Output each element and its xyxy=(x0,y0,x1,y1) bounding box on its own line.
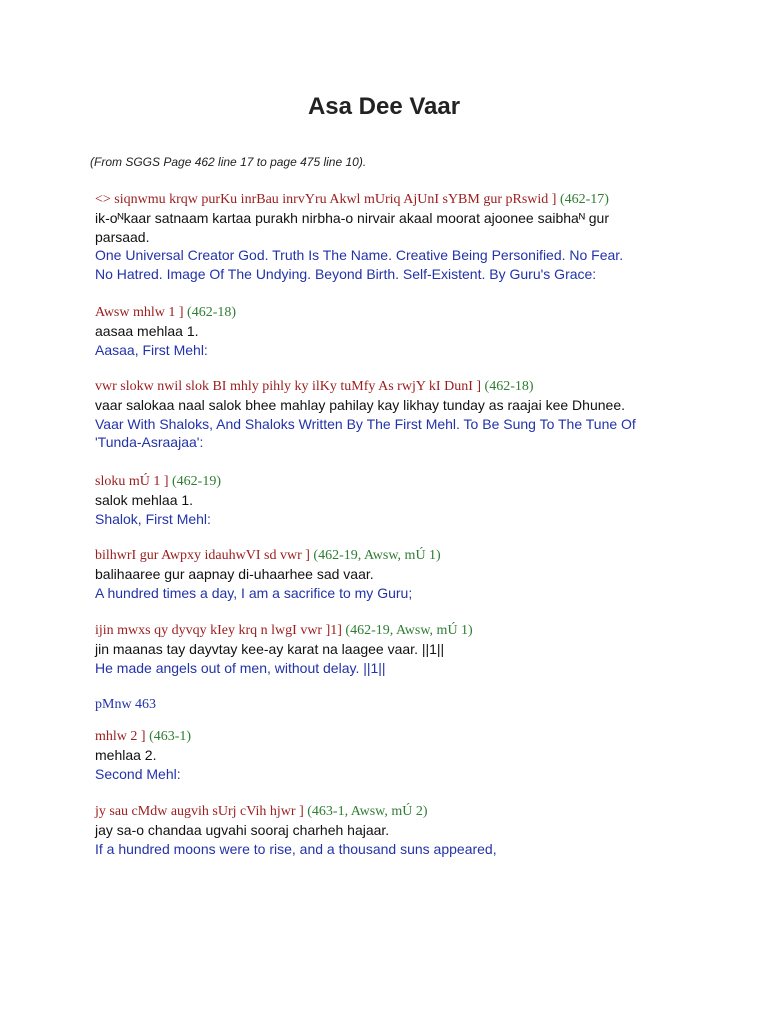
line-reference: (462-19, Awsw, mÚ 1) xyxy=(313,548,441,563)
transliteration-line: ik-oᴺkaar satnaam kartaa purakh nirbha-o nirvair akaal moorat ajoonee saibhaᴺ gur xyxy=(95,210,609,226)
gurmukhi-line xyxy=(95,546,705,565)
verse-block xyxy=(95,303,705,359)
gurmukhi-text: mhlw 2 ] xyxy=(95,729,146,744)
gurmukhi-line xyxy=(95,303,705,322)
translation-line: Aasaa, First Mehl: xyxy=(95,341,208,358)
line-reference: (462-18) xyxy=(187,305,237,320)
verse-block xyxy=(95,377,705,452)
transliteration-line: mehlaa 2. xyxy=(95,747,157,763)
translation-line: A hundred times a day, I am a sacrifice to my Guru; xyxy=(95,584,413,601)
line-reference: (462-19) xyxy=(172,474,221,489)
translation-line: He made angels out of men, without delay. ||1|| xyxy=(95,659,386,676)
gurmukhi-text: Awsw mhlw 1 ] xyxy=(95,305,184,320)
line-reference: (463-1) xyxy=(149,729,192,744)
gurmukhi-line xyxy=(95,190,705,209)
source-note: (From SGGS Page 462 line 17 to page 475 line 10). xyxy=(90,155,367,169)
gurmukhi-line xyxy=(95,802,705,821)
gurmukhi-line xyxy=(95,472,705,491)
transliteration-line: vaar salokaa naal salok bhee mahlay pahilay kay likhay tunday as raajai kee Dhunee. xyxy=(95,397,625,413)
verse-block xyxy=(95,727,705,783)
gurmukhi-text: jy sau cMdw augvih sUrj cVih hjwr ] xyxy=(95,804,304,819)
gurmukhi-line xyxy=(95,377,705,396)
line-reference: (462-18) xyxy=(484,379,534,394)
translation-line: One Universal Creator God. Truth Is The Name. Creative Being Personified. No Fear. xyxy=(95,247,624,263)
transliteration-line: parsaad. xyxy=(95,228,150,245)
verse-block xyxy=(95,472,705,528)
gurmukhi-line xyxy=(95,621,705,640)
line-reference: (463-1, Awsw, mÚ 2) xyxy=(307,804,428,819)
transliteration-line: balihaaree gur aapnay di-uhaarhee sad vaar. xyxy=(95,566,374,582)
line-reference: (462-19, Awsw, mÚ 1) xyxy=(345,623,473,638)
translation-line: 'Tunda-Asraajaa': xyxy=(95,434,204,450)
verse-block xyxy=(95,621,705,677)
page-marker-block xyxy=(95,696,705,715)
gurmukhi-text: ijin mwxs qy dyvqy kIey krq n lwgI vwr ]1] xyxy=(95,623,342,638)
page-marker: pMnw 463 xyxy=(95,697,157,712)
gurmukhi-text: bilhwrI gur Awpxy idauhwVI sd vwr ] xyxy=(95,548,310,563)
translation-line: If a hundred moons were to rise, and a thousand suns appeared, xyxy=(95,840,497,857)
transliteration-line: salok mehlaa 1. xyxy=(95,492,194,508)
translation-line: No Hatred. Image Of The Undying. Beyond Birth. Self-Existent. By Guru's Grace: xyxy=(95,265,597,282)
transliteration-line: jin maanas tay dayvtay kee-ay karat na laagee vaar. ||1|| xyxy=(95,641,445,657)
translation-line: Vaar With Shaloks, And Shaloks Written By The First Mehl. To Be Sung To The Tune Of xyxy=(95,415,636,432)
verse-block xyxy=(95,190,705,283)
gurmukhi-text: sloku mÚ 1 ] xyxy=(95,474,169,489)
translation-line: Shalok, First Mehl: xyxy=(95,510,211,527)
transliteration-line: aasaa mehlaa 1. xyxy=(95,323,199,339)
verse-block xyxy=(95,546,705,602)
page-title: Asa Dee Vaar xyxy=(307,93,461,120)
verse-block xyxy=(95,802,705,858)
transliteration-line: jay sa-o chandaa ugvahi sooraj charheh hajaar. xyxy=(95,822,390,838)
line-reference: (462-17) xyxy=(559,192,609,207)
gurmukhi-line xyxy=(95,727,705,746)
translation-line: Second Mehl: xyxy=(95,765,181,782)
gurmukhi-text: <> siqnwmu krqw purKu inrBau inrvYru Akwl mUriq AjUnI sYBM gur pRswid ] xyxy=(95,192,557,207)
gurmukhi-text: vwr slokw nwil slok BI mhly pihly ky ilKy tuMfy As rwjY kI DunI ] xyxy=(95,379,482,394)
